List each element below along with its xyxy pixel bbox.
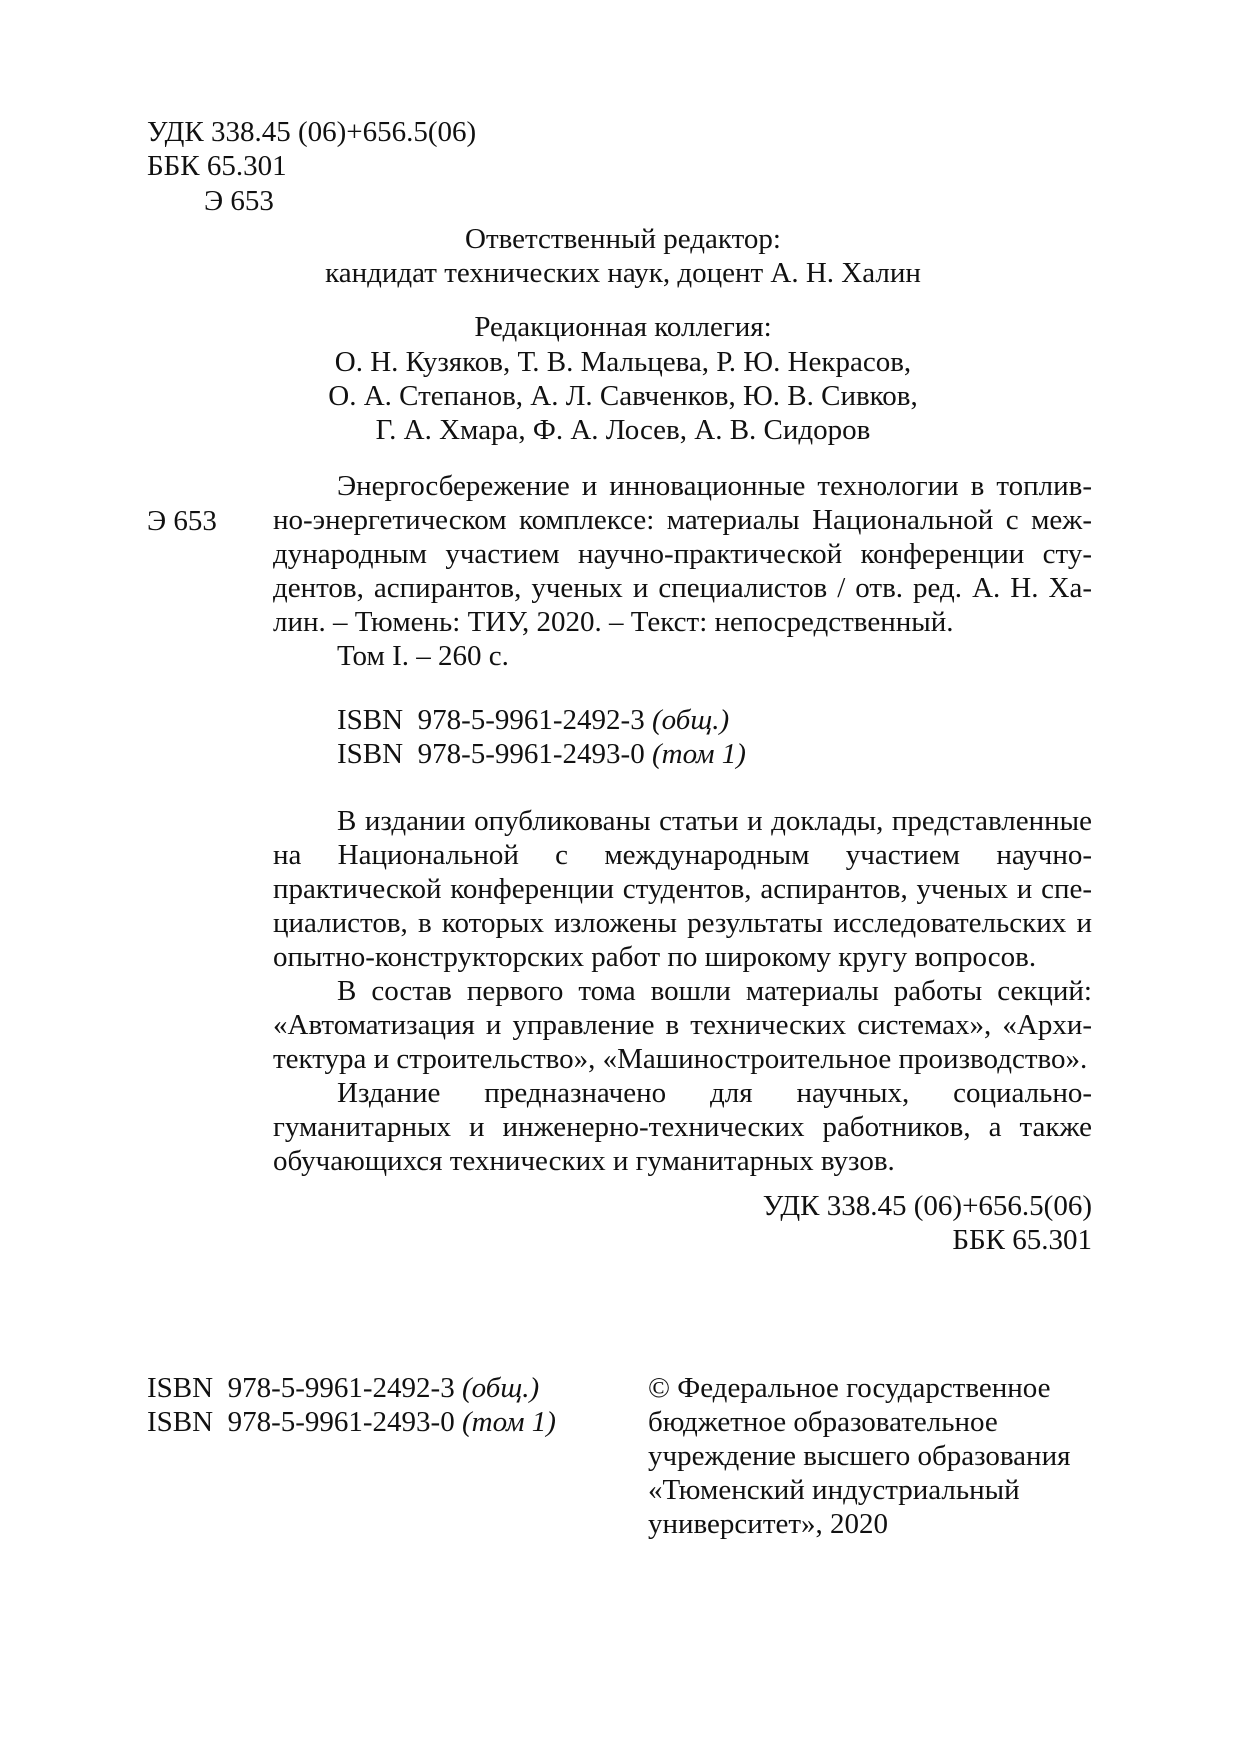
catalog-entry-line: дентов, аспирантов, ученых и специалистов / отв. ред. А. Н. Ха- xyxy=(273,572,1092,604)
bbk-code: ББК 65.301 xyxy=(147,150,287,182)
catalog-entry-line: лин. – Тюмень: ТИУ, 2020. – Текст: непосредственный. xyxy=(273,606,954,638)
responsible-editor-heading: Ответственный редактор: xyxy=(465,223,781,255)
editorial-board-line: О. Н. Кузяков, Т. В. Мальцева, Р. Ю. Некрасов, xyxy=(334,346,912,378)
catalog-entry-mark: Э 653 xyxy=(147,505,217,537)
catalog-entry-line: Энергосбережение и инновационные технологии в топлив- xyxy=(337,470,1092,502)
catalog-entry-line: дународным участием научно-практической конференции сту- xyxy=(273,538,1092,570)
volume-info: Том I. – 260 с. xyxy=(337,640,509,672)
annotation-line: гуманитарных и инженерно-технических работников, а также xyxy=(273,1111,1092,1143)
annotation-line: практической конференции студентов, аспирантов, ученых и спе- xyxy=(273,873,1092,905)
isbn-label: ISBN xyxy=(337,738,404,770)
copyright-line: университет», 2020 xyxy=(648,1508,889,1540)
isbn-number: 978-5-9961-2492-3 xyxy=(227,1372,455,1404)
responsible-editor-name: кандидат технических наук, доцент А. Н. Халин xyxy=(325,257,921,289)
annotation-line: В состав первого тома вошли материалы работы секций: xyxy=(337,975,1092,1007)
isbn-number: 978-5-9961-2493-0 xyxy=(417,738,645,770)
isbn-label: ISBN xyxy=(147,1406,214,1438)
isbn-number: 978-5-9961-2492-3 xyxy=(417,704,645,736)
catalog-entry xyxy=(273,470,1092,674)
footer-isbn-line xyxy=(147,1406,556,1439)
footer-isbn-line xyxy=(147,1372,539,1405)
isbn-label: ISBN xyxy=(337,704,404,736)
annotation-line: обучающихся технических и гуманитарных вузов. xyxy=(273,1145,895,1177)
isbn-note: (общ.) xyxy=(651,704,730,736)
isbn-line xyxy=(337,738,746,771)
copyright-line: © Федеральное государственное xyxy=(648,1372,1051,1404)
editorial-board-line: Г. А. Хмара, Ф. А. Лосев, А. В. Сидоров xyxy=(375,414,871,446)
bottom-udk-code: УДК 338.45 (06)+656.5(06) xyxy=(762,1190,1092,1222)
bottom-bbk-code: ББК 65.301 xyxy=(952,1224,1092,1256)
isbn-line xyxy=(337,704,729,737)
annotation-line: опытно-конструкторских работ по широкому кругу вопросов. xyxy=(273,941,1037,973)
annotation-line: циалистов, в которых изложены результаты исследовательских и xyxy=(273,907,1092,939)
copyright-line: учреждение высшего образования xyxy=(648,1440,1071,1472)
editorial-board-line: О. А. Степанов, А. Л. Савченков, Ю. В. Сивков, xyxy=(328,380,918,412)
catalog-entry-line: но-энергетическом комплексе: материалы Национальной с меж- xyxy=(273,504,1092,536)
annotation-line: Издание предназначено для научных, социально- xyxy=(337,1077,1092,1109)
isbn-number: 978-5-9961-2493-0 xyxy=(227,1406,455,1438)
annotation xyxy=(273,805,1092,1179)
annotation-line: «Автоматизация и управление в технических системах», «Архи- xyxy=(273,1009,1092,1041)
isbn-note: (том 1) xyxy=(651,738,746,770)
udk-code: УДК 338.45 (06)+656.5(06) xyxy=(147,116,477,148)
isbn-label: ISBN xyxy=(147,1372,214,1404)
copyright-line: «Тюменский индустриальный xyxy=(648,1474,1020,1506)
author-mark: Э 653 xyxy=(204,185,274,217)
annotation-line: В издании опубликованы статьи и доклады, представленные xyxy=(337,805,1092,837)
annotation-line: тектура и строительство», «Машиностроительное производство». xyxy=(273,1043,1088,1075)
copyright-line: бюджетное образовательное xyxy=(648,1406,998,1438)
isbn-note: (общ.) xyxy=(461,1372,540,1404)
annotation-line: на Национальной с международным участием научно- xyxy=(273,839,1092,871)
isbn-note: (том 1) xyxy=(461,1406,556,1438)
copyright-block xyxy=(648,1372,1070,1542)
editorial-board-heading: Редакционная коллегия: xyxy=(474,311,772,343)
